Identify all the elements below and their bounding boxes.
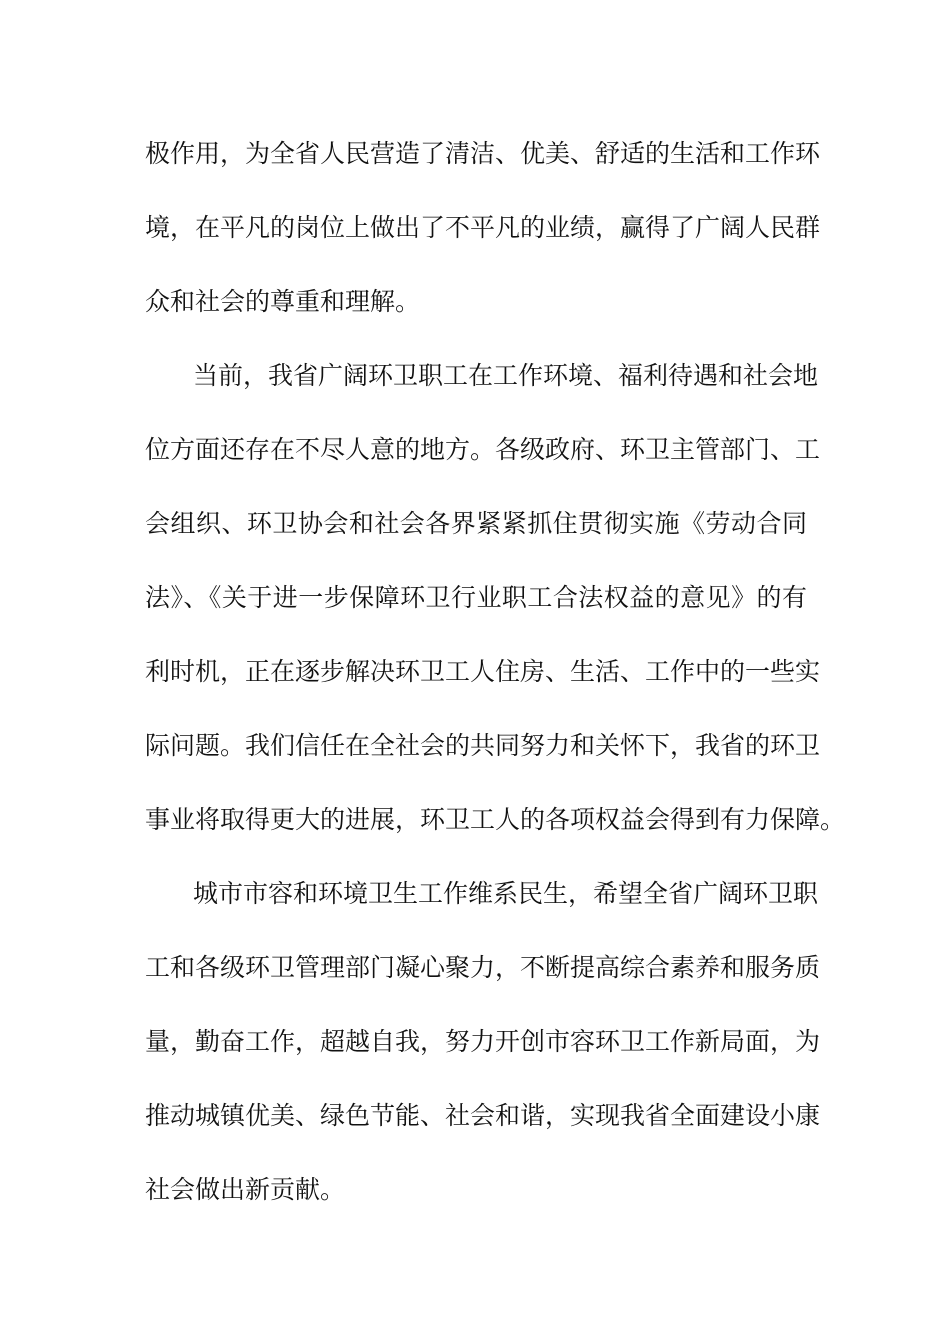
text-line: 境，在平凡的岗位上做出了不平凡的业绩，赢得了广阔人民群 (145, 213, 821, 242)
paragraph-first-line: 城市市容和环境卫生工作维系民生，希望全省广阔环卫职 (193, 879, 819, 908)
text-line: 量，勤奋工作，超越自我，努力开创市容环卫工作新局面，为 (145, 1027, 821, 1056)
text-line: 利时机，正在逐步解决环卫工人住房、生活、工作中的一些实 (145, 657, 821, 686)
text-line: 工和各级环卫管理部门凝心聚力，不断提高综合素养和服务质 (145, 953, 821, 982)
text-line: 会组织、环卫协会和社会各界紧紧抓住贯彻实施《劳动合同 (145, 509, 807, 538)
text-line: 极作用，为全省人民营造了清洁、优美、舒适的生活和工作环 (145, 139, 821, 168)
text-line: 众和社会的尊重和理解。 (145, 287, 421, 316)
text-line: 推动城镇优美、绿色节能、社会和谐，实现我省全面建设小康 (145, 1101, 821, 1130)
text-line: 事业将取得更大的进展，环卫工人的各项权益会得到有力保障。 (145, 805, 846, 834)
paragraph-first-line: 当前，我省广阔环卫职工在工作环境、福利待遇和社会地 (193, 361, 819, 390)
text-line: 法》、《关于进一步保障环卫行业职工合法权益的意见》的有 (145, 583, 807, 612)
text-line: 位方面还存在不尽人意的地方。各级政府、环卫主管部门、工 (145, 435, 821, 464)
text-line: 际问题。我们信任在全社会的共同努力和关怀下，我省的环卫 (145, 731, 821, 760)
text-line: 社会做出新贡献。 (145, 1175, 346, 1204)
